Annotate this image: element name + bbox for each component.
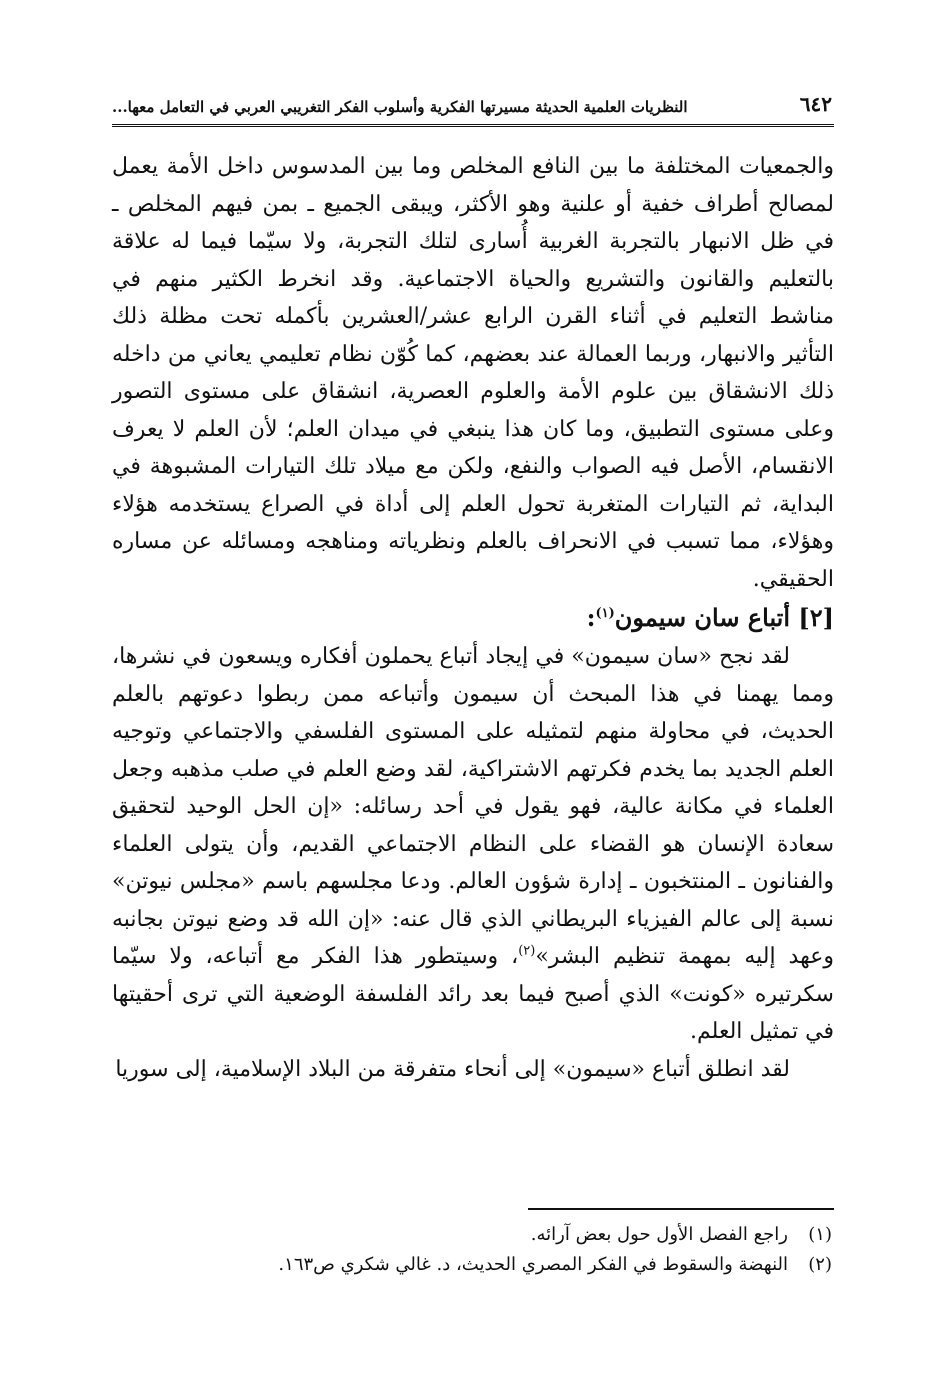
header-rule bbox=[112, 124, 834, 127]
footnote-mark: (٢) bbox=[808, 1254, 832, 1275]
footnote-rule bbox=[528, 1208, 834, 1210]
section-heading bbox=[112, 598, 834, 638]
page-number: ٦٤٢ bbox=[799, 92, 832, 116]
paragraph-1: والجمعيات المختلفة ما بين النافع المخلص وما بين المدسوس داخل الأمة يعمل لمصالح أطراف خفية أو علنية وهو الأكثر، ويبقى الجميع ـ بمن فيهم المخلص ـ في ظل الانبهار بالتجربة الغربية أُسارى لتلك التجربة، ولا سيّما فيما له علاقة بالتعليم والقانون والتشريع والحياة الاجتماعية. وقد انخرط الكثير منهم في مناشط التعليم في أثناء القرن الرابع عشر/العشرين بأكمله تحت مظلة ذلك التأثير والانبهار، وربما العمالة عند بعضهم، كما كُوّن نظام تعليمي يعاني من داخله ذلك الانشقاق بين علوم الأمة والعلوم العصرية، انشقاق على مستوى التصور وعلى مستوى التطبيق، وما كان هذا ينبغي في ميدان العلم؛ لأن العلم لا يعرف الانقسام، الأصل فيه الصواب والنفع، ولكن مع ميلاد تلك التيارات المشبوهة في البداية، ثم التيارات المتغربة تحول العلم إلى أداة في الصراع يستخدمه هؤلاء وهؤلاء، مما تسبب في الانحراف بالعلم ونظرياته ومناهجه ومسائله عن مساره الحقيقي. bbox=[112, 154, 834, 592]
footnotes bbox=[112, 1220, 832, 1280]
paragraph-2-part-a: لقد نجح «سان سيمون» في إيجاد أتباع يحملون أفكاره ويسعون في نشرها، ومما يهمنا في هذا المبحث أن سيمون وأتباعه ممن ربطوا دعوتهم بالعلم الحديث، في محاولة منهم لتمثيله على المستوى الفلسفي والاجتماعي وتوجيه العلم الجديد بما يخدم فكرتهم الاشتراكية، لقد وضع العلم في صلب مذهبه وجعل العلماء في مكانة عالية، فهو يقول في أحد رسائله: «إن الحل الوحيد لتحقيق سعادة الإنسان هو القضاء على النظام الاجتماعي القديم، وأن يتولى العلماء والفنانون ـ المنتخبون ـ إدارة شؤون العالم. ودعا مجلسهم باسم «مجلس نيوتن» نسبة إلى عالم الفيزياء البريطاني الذي قال عنه: «إن الله قد وضع نيوتن بجانبه وعهد إليه بمهمة تنظيم البشر» bbox=[112, 644, 834, 969]
footnote-ref-2[interactable]: (٢) bbox=[518, 943, 536, 959]
footnote-text: راجع الفصل الأول حول بعض آرائه. bbox=[530, 1224, 788, 1245]
footnote-mark: (١) bbox=[808, 1224, 832, 1245]
header-title: النظريات العلمية الحديثة مسيرتها الفكرية وأسلوب الفكر التغريبي العربي في التعامل معها... bbox=[112, 98, 688, 116]
section-heading-text: [٢] أتباع سان سيمون bbox=[614, 603, 834, 632]
footnote-2 bbox=[112, 1250, 832, 1280]
footnote-text: النهضة والسقوط في الفكر المصري الحديث، د. غالي شكري ص١٦٣. bbox=[278, 1254, 788, 1275]
running-header bbox=[112, 92, 832, 122]
paragraph-2-part-b: ، وسيتطور هذا الفكر مع أتباعه، ولا سيّما سكرتيره «كونت» الذي أصبح فيما بعد رائد الفلسفة الوضعية التي ترى أحقيتها في تمثيل العلم. bbox=[112, 944, 834, 1044]
paragraph-3: لقد انطلق أتباع «سيمون» إلى أنحاء متفرقة من البلاد الإسلامية، إلى سوريا bbox=[115, 1056, 790, 1082]
paragraph-2 bbox=[112, 638, 834, 1051]
main-text bbox=[112, 148, 834, 1088]
section-heading-colon: : bbox=[586, 603, 596, 632]
footnote-1 bbox=[112, 1220, 832, 1250]
footnote-ref-1[interactable]: (١) bbox=[595, 606, 615, 621]
